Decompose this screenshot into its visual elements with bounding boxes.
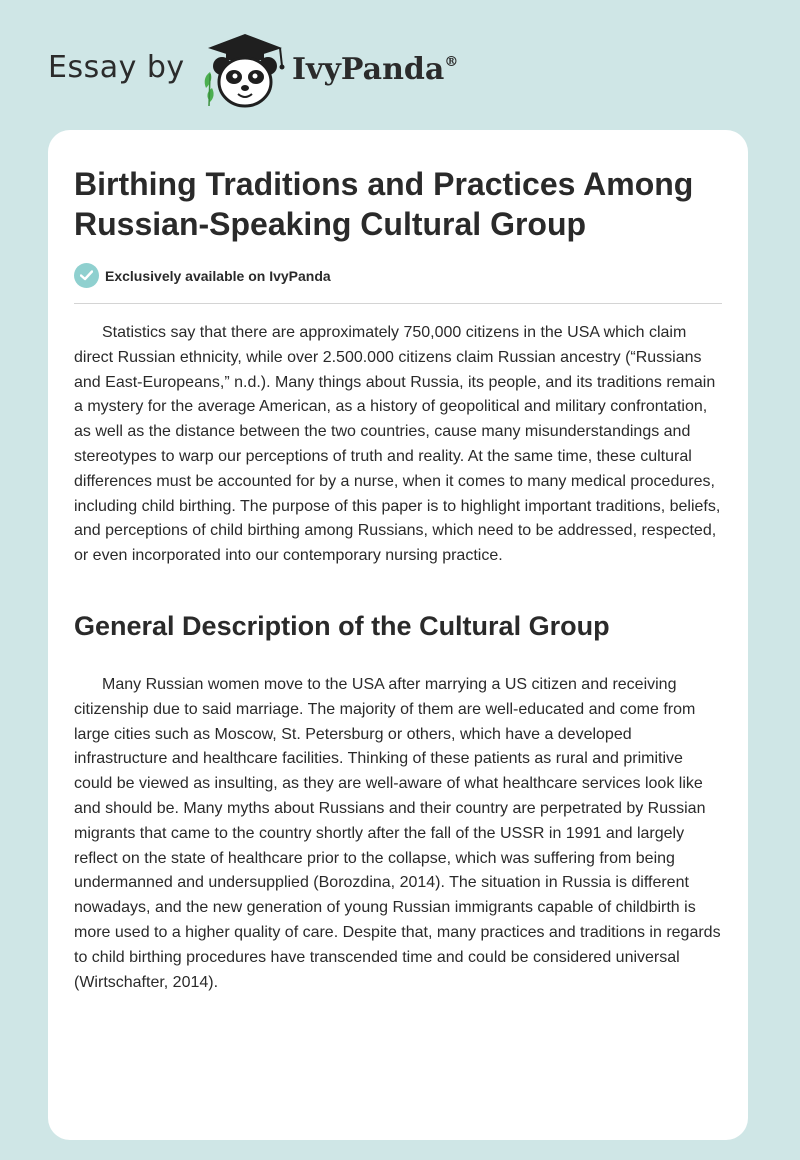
section-heading: General Description of the Cultural Group [74, 611, 610, 641]
paragraph-intro: Statistics say that there are approximately 750,000 citizens in the USA which claim direct Russian ethnicity, while over 2.500.000 citizens claim Russian ancestry (“Russians and East-Europeans,” n.d.). Many things about Russia, its people, and its traditions remain a mystery for the average American, as a history of geopolitical and military confrontation, as well as the distance between the two countries, cause many misunderstandings and stereotypes to warp our perceptions of truth and reality. At the same time, these cultural differences must be accounted for by a nurse, when it comes to many medical procedures, including child birthing. The purpose of this paper is to highlight important traditions, beliefs, and perceptions of child birthing among Russians, which need to be addressed, respected, or even incorporated into our contemporary nursing practice. [74, 324, 721, 565]
registered-mark: ® [444, 54, 459, 70]
article-title: Birthing Traditions and Practices Among Russian-Speaking Cultural Group [74, 166, 694, 242]
divider [74, 303, 722, 304]
paragraph-general-description: Many Russian women move to the USA after marrying a US citizen and receiving citizenship due to said marriage. The majority of them are well-educated and come from large cities such as Moscow, St. Petersburg or others, which have a developed infrastructure and healthcare facilities. Thinking of these patients as rural and primitive could be viewed as insulting, as they are well-aware of what healthcare services look like and should be. Many myths about Russians and their country are perpetrated by Russian migrants that came to the country shortly after the fall of the USSR in 1991 and largely reflect on the state of healthcare prior to the collapse, which was suffering from being undermanned and undersupplied (Borozdina, 2014). The situation in Russia is different nowadays, and the new generation of young Russian immigrants capable of childbirth is more used to a higher quality of care. Despite that, many practices and traditions in regards to child birthing procedures have transcended time and could be considered universal (Wirtschafter, 2014). [74, 676, 721, 991]
essay-by-label: Essay by [48, 50, 185, 85]
article-card [48, 130, 748, 1140]
check-icon [74, 263, 99, 288]
brand-name[interactable] [292, 52, 458, 87]
exclusive-badge-label: Exclusively available on IvyPanda [105, 268, 331, 284]
site-header [48, 30, 748, 110]
panda-logo-icon[interactable] [200, 30, 290, 110]
brand-text: IvyPanda [292, 52, 445, 87]
